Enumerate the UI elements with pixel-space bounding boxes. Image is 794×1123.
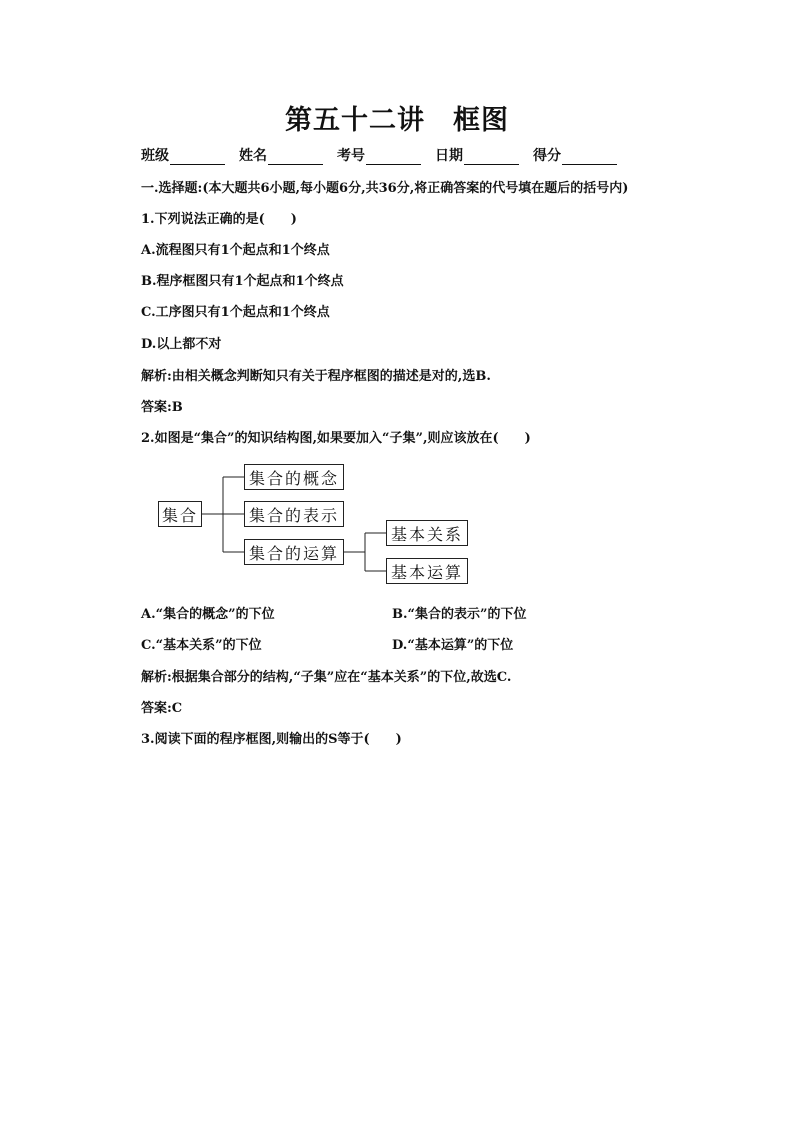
node-set-operation: 集合的运算 bbox=[244, 539, 344, 565]
q2-option-a: A.“集合的概念”的下位 bbox=[141, 607, 275, 622]
date-field[interactable]: 日期 bbox=[435, 145, 519, 165]
q1-option-a: A.流程图只有1个起点和1个终点 bbox=[141, 243, 330, 258]
node-set: 集合 bbox=[158, 501, 202, 527]
q3-stem: 3.阅读下面的程序框图,则输出的S等于( ) bbox=[141, 732, 402, 747]
q2-stem: 2.如图是“集合”的知识结构图,如果要加入“子集”,则应该放在( ) bbox=[141, 431, 531, 446]
title-lecture: 第五十二讲 bbox=[285, 105, 425, 136]
node-basic-operation: 基本运算 bbox=[386, 558, 468, 584]
q2-option-b: B.“集合的表示”的下位 bbox=[392, 607, 527, 622]
name-field[interactable]: 姓名 bbox=[239, 145, 323, 165]
q2-analysis: 解析:根据集合部分的结构,“子集”应在“基本关系”的下位,故选C. bbox=[141, 670, 512, 685]
score-blank[interactable] bbox=[562, 150, 617, 165]
q2-answer: 答案:C bbox=[141, 701, 183, 716]
q1-option-c: C.工序图只有1个起点和1个终点 bbox=[141, 305, 330, 320]
class-field[interactable]: 班级 bbox=[141, 145, 225, 165]
q2-option-d: D.“基本运算”的下位 bbox=[392, 638, 514, 653]
q1-stem: 1.下列说法正确的是( ) bbox=[141, 212, 297, 227]
q1-analysis: 解析:由相关概念判断知只有关于程序框图的描述是对的,选B. bbox=[141, 369, 491, 384]
q1-option-b: B.程序框图只有1个起点和1个终点 bbox=[141, 274, 344, 289]
class-blank[interactable] bbox=[170, 150, 225, 165]
exam-number-field[interactable]: 考号 bbox=[337, 145, 421, 165]
q2-option-c: C.“基本关系”的下位 bbox=[141, 638, 262, 653]
node-basic-relation: 基本关系 bbox=[386, 520, 468, 546]
node-set-concept: 集合的概念 bbox=[244, 464, 344, 490]
title-topic: 框图 bbox=[453, 105, 509, 136]
date-blank[interactable] bbox=[464, 150, 519, 165]
exam-number-blank[interactable] bbox=[366, 150, 421, 165]
page-title bbox=[0, 98, 794, 137]
student-info-row bbox=[141, 145, 617, 165]
name-blank[interactable] bbox=[268, 150, 323, 165]
score-field[interactable]: 得分 bbox=[533, 145, 617, 165]
section-heading: 一.选择题:(本大题共6小题,每小题6分,共36分,将正确答案的代号填在题后的括号内) bbox=[141, 181, 629, 196]
q1-answer: 答案:B bbox=[141, 400, 183, 415]
q1-option-d: D.以上都不对 bbox=[141, 337, 222, 352]
node-set-representation: 集合的表示 bbox=[244, 501, 344, 527]
